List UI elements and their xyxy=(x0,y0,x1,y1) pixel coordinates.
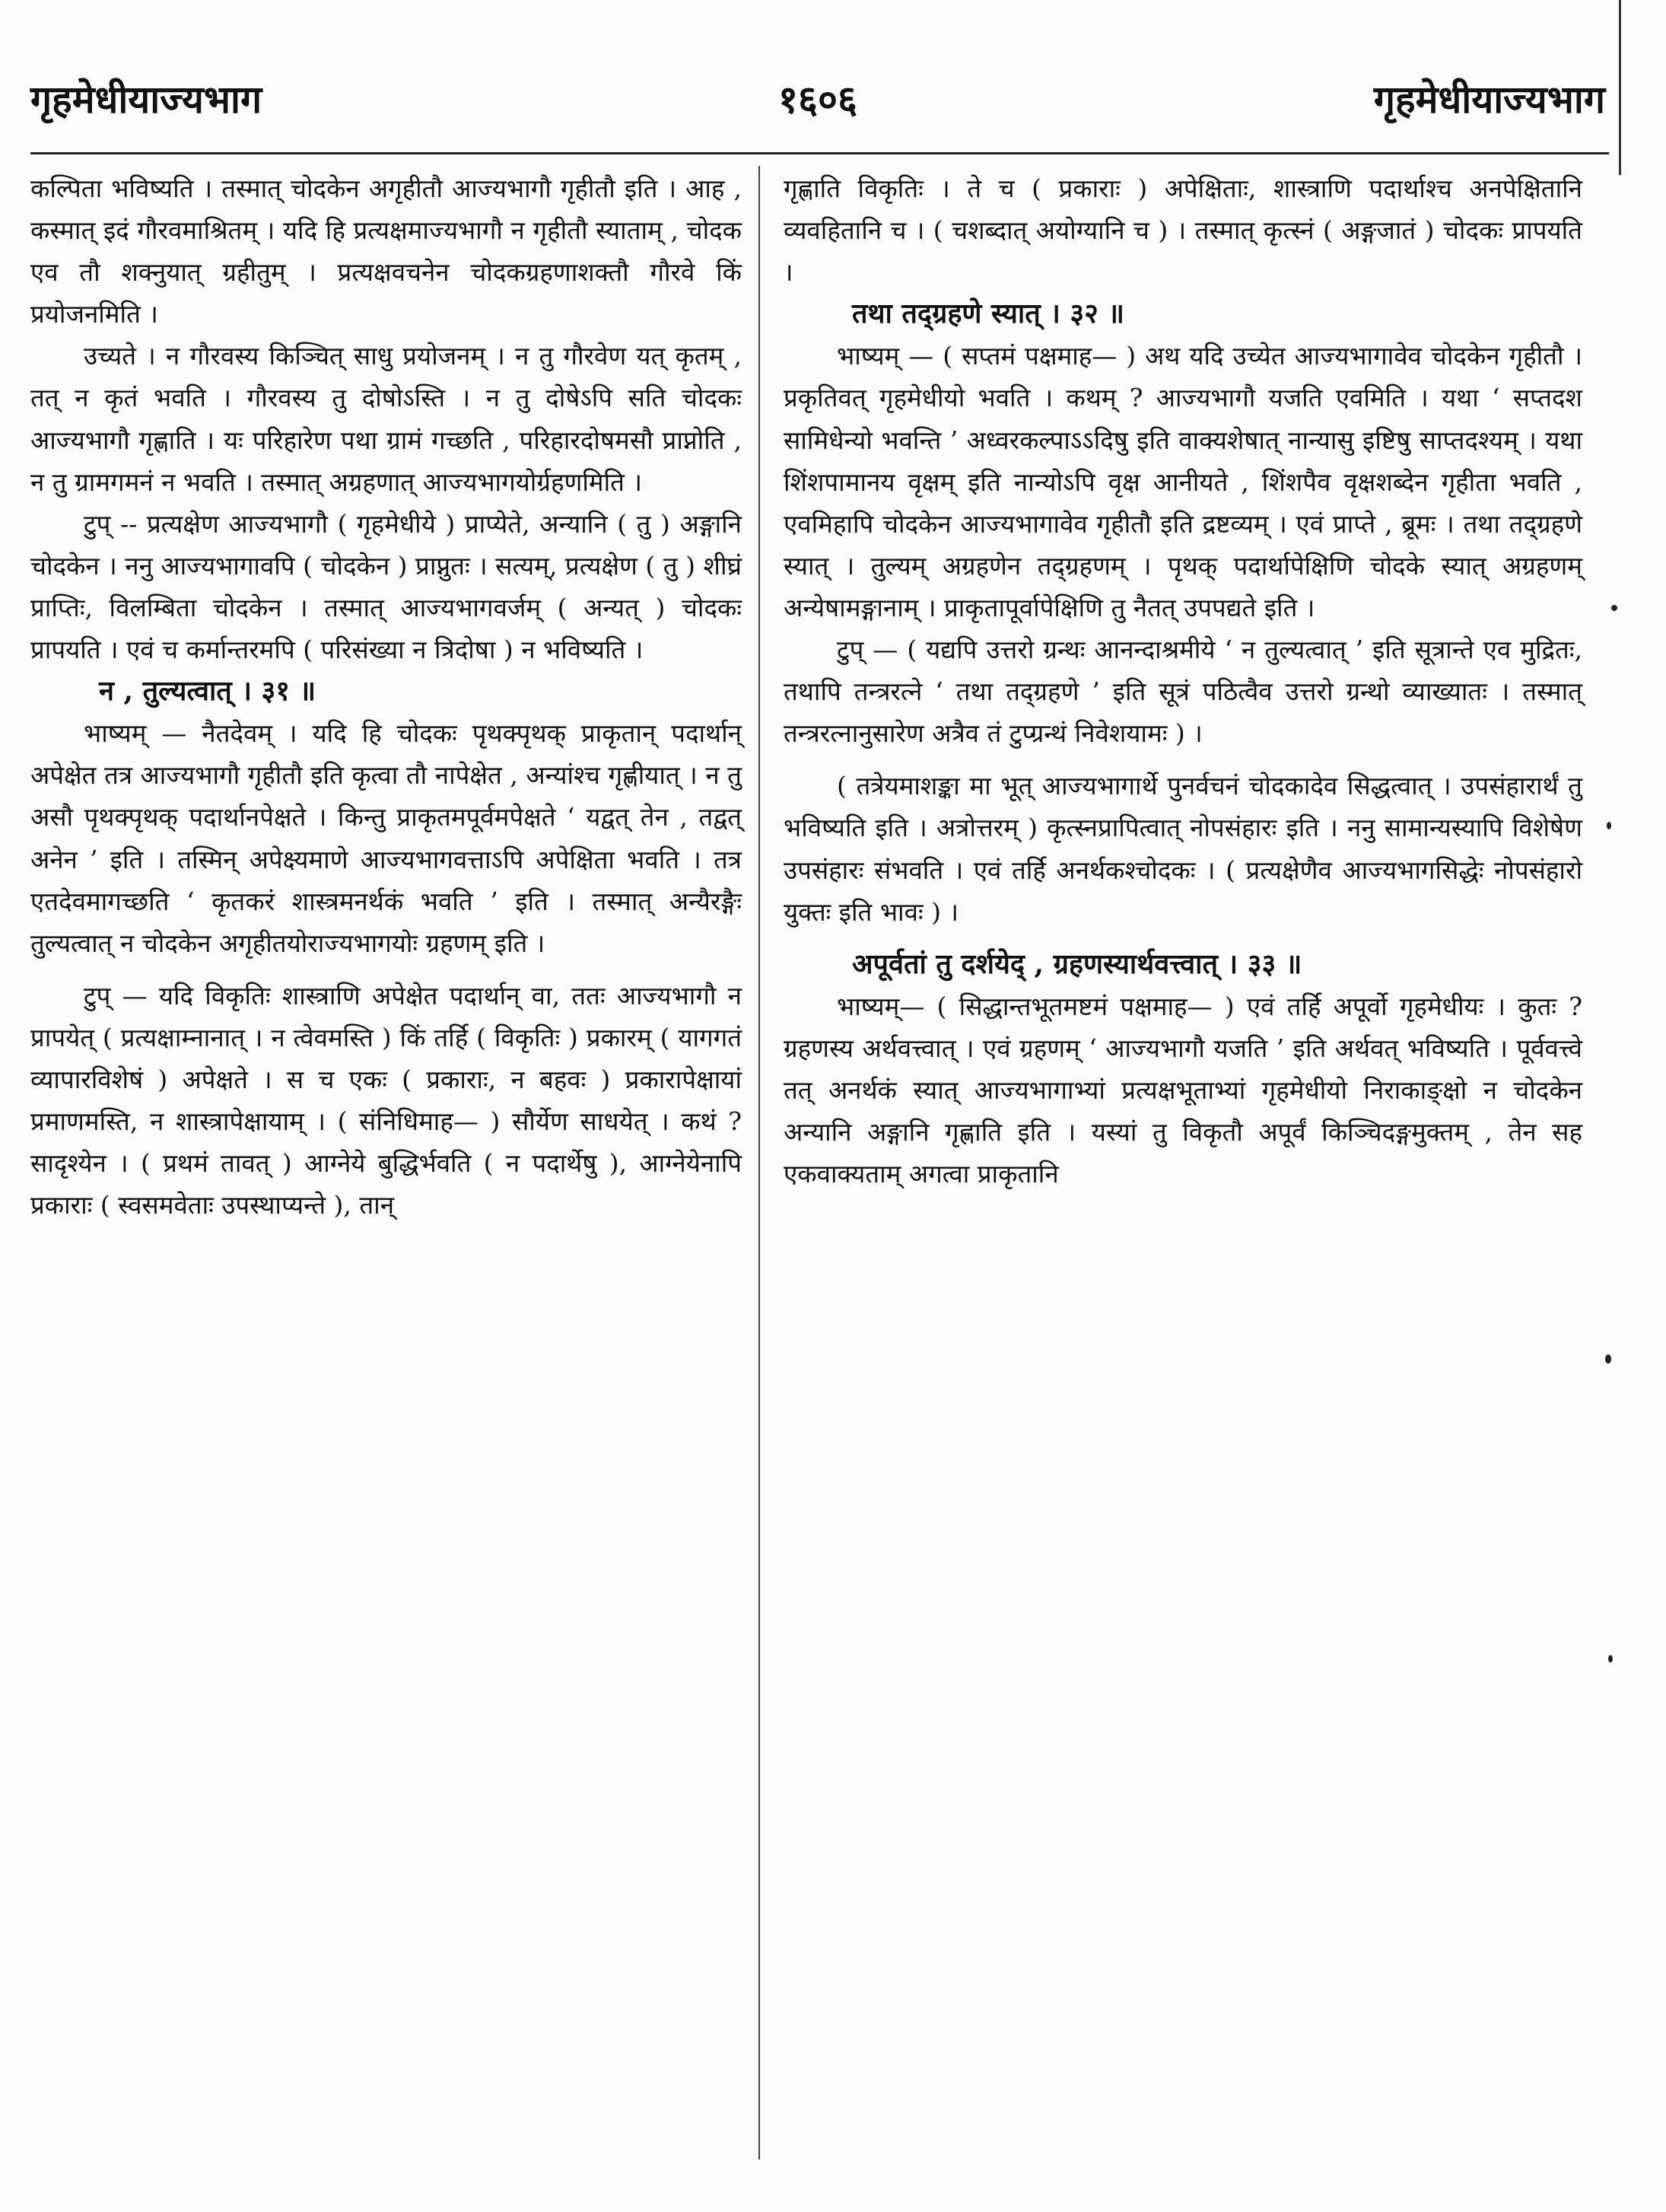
left-paragraph-2: उच्यते । न गौरवस्य किञ्चित् साधु प्रयोजनम् । न तु गौरवेण यत् कृतम् , तत् न कृतं भवति । गौरवस्य तु दोषोऽस्ति । न तु दोषेऽपि सति चोदकः आज्यभागौ गृह्णाति । यः परिहारेण पथा ग्रामं गच्छति , परिहारदोषमसौ प्राप्नोति , न तु ग्रामगमनं न भवति । तस्मात् अग्रहणात् आज्यभागयोर्ग्रहणमिति । xyxy=(30,341,742,497)
running-head-left: गृहमेधीयाज्यभाग xyxy=(30,77,262,122)
right-paragraph-5: भाष्यम्— ( सिद्धान्तभूतमष्टमं पक्षमाह— ) एवं तर्हि अपूर्वो गृहमेधीयः । कुतः ? ग्रहणस्य अर्थवत्त्वात् । एवं ग्रहणम् ‘ आज्यभागौ यजति ’ इति अर्थवत् भविष्यति । पूर्ववत्त्वे तत् अनर्थकं स्यात् आज्यभागाभ्यां प्रत्यक्षभूताभ्यां गृहमेधीयो निराकाङ्क्षो न चोदकेन अन्यानि अङ्गानि गृह्णाति इति । यस्यां तु विकृतौ अपूर्वं किञ्चिदङ्गमुक्तम् , तेन सह एकवाक्यताम् अगत्वा प्राकृतानि xyxy=(784,991,1582,1189)
left-paragraph-1: कल्पिता भविष्यति । तस्मात् चोदकेन अगृहीतौ आज्यभागौ गृहीतौ इति । आह , कस्मात् इदं गौरवमाश्रितम् । यदि हि प्रत्यक्षमाज्यभागौ न गृहीतौ स्याताम् , चोदक एव तौ शक्नुयात् ग्रहीतुम् । प्रत्यक्षवचनेन चोदकग्रहणाशक्तौ गौरवे किं प्रयोजनमिति । xyxy=(30,173,742,329)
sutra-33: अपूर्वतां तु दर्शयेद् , ग्रहणस्यार्थवत्त्वात् । ३३ ॥ xyxy=(852,947,1302,980)
right-paragraph-2: भाष्यम् — ( सप्तमं पक्षमाह— ) अथ यदि उच्येत आज्यभागावेव चोदकेन गृहीतौ । प्रकृतिवत् गृहमेधीयो भवति । कथम् ? आज्यभागौ यजति एवमिति । यथा ‘ सप्तदश सामिधेन्यो भवन्ति ’ अध्वरकल्पाऽऽदिषु इति वाक्यशेषात् नान्यासु इष्टिषु साप्तदश्यम् । यथा शिंशपामानय वृक्षम् इति नान्योऽपि वृक्ष आनीयते , शिंशपैव वृक्षशब्देन गृहीता भवति , एवमिहापि चोदकेन आज्यभागावेव गृहीतौ इति द्रष्टव्यम् । एवं प्राप्ते , ब्रूमः । तथा तद्ग्रहणे स्यात् । तुल्यम् अग्रहणेन तद्ग्रहणम् । पृथक् पदार्थापेक्षिणि चोदके स्यात् अग्रहणम् अन्येषामङ्गानाम् । प्राकृतापूर्वापेक्षिणि तु नैतत् उपपद्यते इति । xyxy=(784,341,1582,622)
scan-speck xyxy=(1605,1354,1611,1364)
right-paragraph-4: ( तत्रेयमाशङ्का मा भूत् आज्यभागार्थे पुनर्वचनं चोदकादेव सिद्धत्वात् । उपसंहारार्थं तु भविष्यति इति । अत्रोत्तरम् ) कृत्स्नप्रापित्वात् नोपसंहारः इति । ननु सामान्यस्यापि विशेषेण उपसंहारः संभवति । एवं तर्हि अनर्थकश्चोदकः । ( प्रत्यक्षेणैव आज्यभागसिद्धेः नोपसंहारो युक्तः इति भावः ) । xyxy=(784,771,1582,927)
header-rule xyxy=(30,152,1609,154)
sutra-31: न , तुल्यत्वात् । ३१ ॥ xyxy=(99,675,316,708)
running-head-right: गृहमेधीयाज्यभाग xyxy=(1373,77,1605,122)
scan-speck xyxy=(1608,1655,1613,1663)
left-column xyxy=(30,167,742,1226)
scan-speck xyxy=(1607,822,1611,829)
left-paragraph-4: भाष्यम् — नैतदेवम् । यदि हि चोदकः पृथक्पृथक् प्राकृतान् पदार्थान् अपेक्षेत तत्र आज्यभागौ गृहीतौ इति कृत्वा तौ नापेक्षेत , अन्यांश्च गृह्णीयात् । न तु असौ पृथक्पृथक् पदार्थानपेक्षते । किन्तु प्राकृतमपूर्वमपेक्षते ‘ यद्वत् तेन , तद्वत् अनेन ’ इति । तस्मिन् अपेक्ष्यमाणे आज्यभागवत्ताऽपि अपेक्षिता भवति । तत्र एतदेवमागच्छति ‘ कृतकरं शास्त्रमनर्थकं भवति ’ इति । तस्मात् अन्यैरङ्गैः तुल्यत्वात् न चोदकेन अगृहीतयोराज्यभागयोः ग्रहणम् इति । xyxy=(30,718,742,958)
right-paragraph-3: टुप् — ( यद्यपि उत्तरो ग्रन्थः आनन्दाश्रमीये ‘ न तुल्यत्वात् ’ इति सूत्रान्ते एव मुद्रितः, तथापि तन्त्ररत्ने ‘ तथा तद्ग्रहणे ’ इति सूत्रं पठित्वैव उत्तरो ग्रन्थो व्याख्यातः । तस्मात् तन्त्ररत्नानुसारेण अत्रैव तं टुप्ग्रन्थं निवेशयामः ) । xyxy=(784,635,1582,749)
right-paragraph-1: गृह्णाति विकृतिः । ते च ( प्रकाराः ) अपेक्षिताः, शास्त्राणि पदार्थाश्च अनपेक्षितानि व्यवहितानि च । ( चशब्दात् अयोग्यानि च ) । तस्मात् कृत्स्नं ( अङ्गजातं ) चोदकः प्रापयति । xyxy=(784,173,1582,288)
right-column xyxy=(784,167,1582,1195)
column-divider xyxy=(758,166,760,2159)
left-paragraph-5: टुप् — यदि विकृतिः शास्त्राणि अपेक्षेत पदार्थान् वा, ततः आज्यभागौ न प्रापयेत् ( प्रत्यक्षाम्नानात् । न त्वेवमस्ति ) किं तर्हि ( विकृतिः ) प्रकारम् ( यागगतं व्यापारविशेषं ) अपेक्षते । स च एकः ( प्रकाराः, न बहवः ) प्रकारापेक्षायां प्रमाणमस्ति, न शास्त्रापेक्षायाम् । ( संनिधिमाह— ) सौर्येण साधयेत् । कथं ? सादृश्येन । ( प्रथमं तावत् ) आग्नेये बुद्धिर्भवति ( न पदार्थेषु ), आग्नेयेनापि प्रकाराः ( स्वसमवेताः उपस्थाप्यन्ते ), तान् xyxy=(30,980,742,1221)
page-header xyxy=(30,72,1605,133)
page-number: १६०६ xyxy=(778,77,857,122)
scan-edge-line xyxy=(1619,0,1621,175)
left-paragraph-3: टुप् -- प्रत्यक्षेण आज्यभागौ ( गृहमेधीये ) प्राप्येते, अन्यानि ( तु ) अङ्गानि चोदकेन । ननु आज्यभागावपि ( चोदकेन ) प्राप्नुतः । सत्यम्, प्रत्यक्षेण ( तु ) शीघ्रं प्राप्तिः, विलम्बिता चोदकेन । तस्मात् आज्यभागवर्जम् ( अन्यत् ) चोदकः प्रापयति । एवं च कर्मान्तरमपि ( परिसंख्या न त्रिदोषा ) न भविष्यति । xyxy=(30,508,742,665)
sutra-32: तथा तद्ग्रहणे स्यात् । ३२ ॥ xyxy=(852,298,1124,330)
scan-speck xyxy=(1611,605,1617,611)
